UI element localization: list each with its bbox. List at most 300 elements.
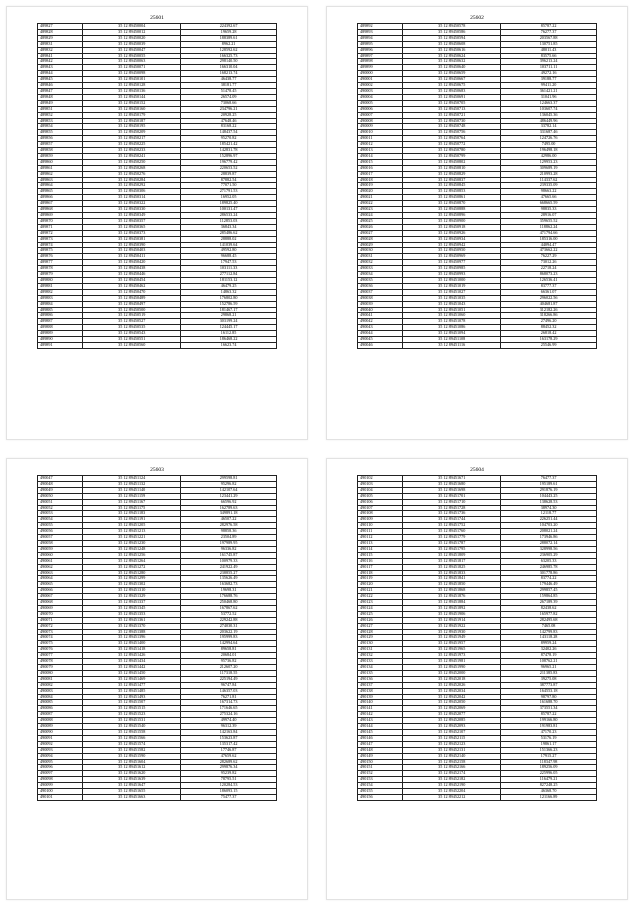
row-number-cell: 489895 bbox=[358, 41, 403, 47]
account-code-cell: 35 12 89452182 bbox=[403, 777, 501, 783]
account-code-cell: 35 12 89450756 bbox=[403, 130, 501, 136]
row-number-cell: 490115 bbox=[358, 552, 403, 558]
amount-cell: 38974.30 bbox=[501, 505, 597, 511]
account-code-cell: 35 12 89450063 bbox=[83, 59, 181, 65]
amount-cell: 29868.21 bbox=[181, 313, 277, 319]
row-number-cell: 489879 bbox=[38, 272, 83, 278]
account-code-cell: 35 12 89452026 bbox=[403, 682, 501, 688]
amount-cell: 473662.22 bbox=[501, 248, 597, 254]
account-code-cell: 35 12 89450381 bbox=[83, 236, 181, 242]
account-code-cell: 35 12 89451450 bbox=[83, 670, 181, 676]
account-code-cell: 35 12 89451280 bbox=[83, 570, 181, 576]
amount-cell: 47659.62 bbox=[181, 753, 277, 759]
account-code-cell: 35 12 89450730 bbox=[403, 118, 501, 124]
account-code-cell: 35 12 89451698 bbox=[403, 487, 501, 493]
row-number-cell: 490053 bbox=[38, 511, 83, 517]
row-number-cell: 490033 bbox=[358, 266, 403, 272]
row-number-cell: 490065 bbox=[38, 582, 83, 588]
row-number-cell: 490063 bbox=[38, 570, 83, 576]
account-code-cell: 35 12 89451639 bbox=[83, 777, 181, 783]
amount-cell: 76277.37 bbox=[501, 29, 597, 35]
account-code-cell: 35 12 89451728 bbox=[403, 505, 501, 511]
account-code-cell: 35 12 89451515 bbox=[83, 706, 181, 712]
row-number-cell: 490022 bbox=[358, 201, 403, 207]
account-code-cell: 35 12 89451701 bbox=[403, 493, 501, 499]
amount-cell: 197989.95 bbox=[181, 540, 277, 546]
row-number-cell: 490039 bbox=[358, 301, 403, 307]
amount-cell: 103111.33 bbox=[181, 266, 277, 272]
account-code-cell: 35 12 89450578 bbox=[403, 24, 501, 30]
amount-cell: 188389.61 bbox=[181, 35, 277, 41]
amount-cell: 291876.19 bbox=[501, 487, 597, 493]
row-number-cell: 490012 bbox=[358, 142, 403, 148]
amount-cell: 38181.77 bbox=[181, 83, 277, 89]
account-code-cell: 35 12 89450403 bbox=[83, 248, 181, 254]
account-code-cell: 35 12 89450411 bbox=[83, 254, 181, 260]
amount-cell: 25546.99 bbox=[501, 342, 597, 348]
amount-cell: 99411.20 bbox=[501, 83, 597, 89]
account-code-cell: 35 12 89450438 bbox=[83, 266, 181, 272]
amount-cell: 359655.52 bbox=[501, 218, 597, 224]
account-code-cell: 35 12 89451612 bbox=[83, 765, 181, 771]
row-number-cell: 490080 bbox=[38, 670, 83, 676]
account-code-cell: 35 12 89450071 bbox=[83, 65, 181, 71]
row-number-cell: 490084 bbox=[38, 694, 83, 700]
account-code-cell: 35 12 89450136 bbox=[83, 88, 181, 94]
account-code-cell: 35 12 89451302 bbox=[83, 582, 181, 588]
row-number-cell: 489852 bbox=[38, 112, 83, 118]
amount-cell: 89658.81 bbox=[181, 647, 277, 653]
amount-cell: 181467.17 bbox=[181, 307, 277, 313]
row-number-cell: 490021 bbox=[358, 195, 403, 201]
account-code-cell: 35 12 89450810 bbox=[403, 165, 501, 171]
account-code-cell: 35 12 89450365 bbox=[83, 224, 181, 230]
account-code-cell: 35 12 89450462 bbox=[83, 283, 181, 289]
row-number-cell: 490014 bbox=[358, 153, 403, 159]
page-4 bbox=[326, 458, 628, 900]
amount-cell: 246985.78 bbox=[501, 564, 597, 570]
account-code-cell: 35 12 89450098 bbox=[83, 71, 181, 77]
amount-cell: 195999.83 bbox=[181, 635, 277, 641]
amount-cell: 298140.50 bbox=[181, 59, 277, 65]
row-number-cell: 490074 bbox=[38, 635, 83, 641]
row-number-cell: 489870 bbox=[38, 218, 83, 224]
row-number-cell: 490016 bbox=[358, 165, 403, 171]
row-number-cell: 489847 bbox=[38, 88, 83, 94]
row-number-cell: 489832 bbox=[38, 47, 83, 53]
account-code-cell: 35 12 89451060 bbox=[403, 313, 501, 319]
amount-cell: 118862.24 bbox=[501, 224, 597, 230]
account-code-cell: 35 12 89451850 bbox=[403, 582, 501, 588]
amount-cell: 361421.21 bbox=[501, 88, 597, 94]
row-number-cell: 489882 bbox=[38, 289, 83, 295]
amount-cell: 32402.26 bbox=[501, 647, 597, 653]
account-code-cell: 35 12 89451680 bbox=[403, 481, 501, 487]
amount-cell: 48011.43 bbox=[501, 47, 597, 53]
amount-cell: 168213.74 bbox=[181, 71, 277, 77]
row-number-cell: 489869 bbox=[38, 213, 83, 219]
account-code-cell: 35 12 89450624 bbox=[403, 53, 501, 59]
account-code-cell: 35 12 89451965 bbox=[403, 647, 501, 653]
amount-cell: 100979.33 bbox=[181, 558, 277, 564]
row-number-cell: 490101 bbox=[38, 794, 83, 800]
amount-cell: 165977.82 bbox=[501, 611, 597, 617]
row-number-cell: 489844 bbox=[38, 71, 83, 77]
row-number-cell: 490078 bbox=[38, 659, 83, 665]
row-number-cell: 489859 bbox=[38, 153, 83, 159]
account-code-cell: 35 12 89451124 bbox=[83, 476, 181, 482]
amount-cell: 128592.62 bbox=[181, 47, 277, 53]
amount-cell: 309689.19 bbox=[501, 165, 597, 171]
amount-cell: 49592.80 bbox=[181, 248, 277, 254]
row-number-cell: 489867 bbox=[38, 201, 83, 207]
amount-cell: 46368.70 bbox=[501, 789, 597, 795]
account-code-cell: 35 12 89451477 bbox=[83, 682, 181, 688]
row-number-cell: 490057 bbox=[38, 535, 83, 541]
amount-cell: 286533.24 bbox=[181, 213, 277, 219]
amount-cell: 282976.58 bbox=[181, 523, 277, 529]
account-code-cell: 35 12 89450802 bbox=[403, 159, 501, 165]
account-code-cell: 35 12 89450853 bbox=[403, 189, 501, 195]
row-number-cell: 490089 bbox=[38, 724, 83, 730]
amount-cell: 76477.37 bbox=[501, 476, 597, 482]
account-code-cell: 35 12 89450020 bbox=[83, 35, 181, 41]
account-code-cell: 35 12 89450926 bbox=[403, 230, 501, 236]
amount-cell: 296022.56 bbox=[501, 295, 597, 301]
row-number-cell: 489849 bbox=[38, 100, 83, 106]
row-number-cell: 490061 bbox=[38, 558, 83, 564]
row-number-cell: 490131 bbox=[358, 647, 403, 653]
amount-cell: 96312.39 bbox=[181, 724, 277, 730]
account-code-cell: 35 12 89450276 bbox=[83, 171, 181, 177]
account-code-cell: 35 12 89452140 bbox=[403, 753, 501, 759]
account-code-cell: 35 12 89452042 bbox=[403, 694, 501, 700]
amount-cell: 78795.51 bbox=[181, 777, 277, 783]
table-row bbox=[38, 342, 277, 348]
row-number-cell: 489889 bbox=[38, 331, 83, 337]
amount-cell: 267189.39 bbox=[501, 600, 597, 606]
amount-cell: 17947.53 bbox=[181, 260, 277, 266]
account-code-cell: 35 12 89452107 bbox=[403, 729, 501, 735]
row-number-cell: 490112 bbox=[358, 535, 403, 541]
account-code-cell: 35 12 89451523 bbox=[83, 712, 181, 718]
account-code-cell: 35 12 89451043 bbox=[403, 301, 501, 307]
row-number-cell: 490146 bbox=[358, 735, 403, 741]
amount-cell: 299598.81 bbox=[181, 476, 277, 482]
account-code-cell: 35 12 89450179 bbox=[83, 112, 181, 118]
account-code-cell: 35 12 89451787 bbox=[403, 540, 501, 546]
account-code-cell: 35 12 89451132 bbox=[83, 481, 181, 487]
row-number-cell: 490117 bbox=[358, 564, 403, 570]
account-code-cell: 35 12 89450721 bbox=[403, 112, 501, 118]
account-code-cell: 35 12 89451795 bbox=[403, 546, 501, 552]
account-code-cell: 35 12 89450691 bbox=[403, 94, 501, 100]
amount-cell: 195189.61 bbox=[501, 481, 597, 487]
account-code-cell: 35 12 89451159 bbox=[83, 493, 181, 499]
row-number-cell: 490096 bbox=[38, 765, 83, 771]
data-table bbox=[37, 475, 277, 801]
account-code-cell: 35 12 89450195 bbox=[83, 124, 181, 130]
row-number-cell: 489863 bbox=[38, 177, 83, 183]
row-number-cell: 490051 bbox=[38, 499, 83, 505]
amount-cell: 142107.64 bbox=[181, 487, 277, 493]
amount-cell: 868073.23 bbox=[501, 272, 597, 278]
amount-cell: 135317.42 bbox=[181, 741, 277, 747]
row-number-cell: 490010 bbox=[358, 130, 403, 136]
amount-cell: 82438.62 bbox=[501, 605, 597, 611]
amount-cell: 118347.98 bbox=[501, 759, 597, 765]
amount-cell: 138628.53 bbox=[501, 499, 597, 505]
amount-cell: 152896.97 bbox=[181, 153, 277, 159]
account-code-cell: 35 12 89450250 bbox=[83, 159, 181, 165]
amount-cell: 234796.21 bbox=[181, 106, 277, 112]
row-number-cell: 490116 bbox=[358, 558, 403, 564]
row-number-cell: 489875 bbox=[38, 248, 83, 254]
row-number-cell: 490013 bbox=[358, 148, 403, 154]
account-code-cell: 35 12 89451779 bbox=[403, 535, 501, 541]
page-title: 25602 bbox=[470, 15, 484, 21]
page-3 bbox=[6, 458, 308, 900]
account-code-cell: 35 12 89450659 bbox=[403, 71, 501, 77]
account-code-cell: 35 12 89452077 bbox=[403, 712, 501, 718]
row-number-cell: 490092 bbox=[38, 741, 83, 747]
row-number-cell: 490049 bbox=[38, 487, 83, 493]
account-code-cell: 35 12 89450101 bbox=[83, 77, 181, 83]
amount-cell: 277112.84 bbox=[181, 272, 277, 278]
amount-cell: 349891.18 bbox=[181, 511, 277, 517]
row-number-cell: 490070 bbox=[38, 611, 83, 617]
row-number-cell: 490066 bbox=[38, 588, 83, 594]
row-number-cell: 490137 bbox=[358, 682, 403, 688]
row-number-cell: 490105 bbox=[358, 493, 403, 499]
account-code-cell: 35 12 89450233 bbox=[83, 148, 181, 154]
amount-cell: 14863.32 bbox=[181, 289, 277, 295]
row-number-cell: 490151 bbox=[358, 765, 403, 771]
row-number-cell: 490029 bbox=[358, 242, 403, 248]
row-number-cell: 490133 bbox=[358, 659, 403, 665]
amount-cell: 46438.77 bbox=[181, 77, 277, 83]
amount-cell: 373551.34 bbox=[501, 706, 597, 712]
amount-cell: 112853.03 bbox=[181, 218, 277, 224]
account-code-cell: 35 12 89450535 bbox=[83, 325, 181, 331]
amount-cell: 161745.87 bbox=[181, 552, 277, 558]
row-number-cell: 490106 bbox=[358, 499, 403, 505]
account-code-cell: 35 12 89451175 bbox=[83, 505, 181, 511]
account-code-cell: 35 12 89450306 bbox=[83, 189, 181, 195]
row-number-cell: 490126 bbox=[358, 617, 403, 623]
row-number-cell: 490150 bbox=[358, 759, 403, 765]
amount-cell: 16952.05 bbox=[181, 195, 277, 201]
row-number-cell: 489854 bbox=[38, 124, 83, 130]
amount-cell: 26818.42 bbox=[501, 331, 597, 337]
account-code-cell: 35 12 89451183 bbox=[83, 511, 181, 517]
amount-cell: 28888.02 bbox=[181, 236, 277, 242]
row-number-cell: 490028 bbox=[358, 236, 403, 242]
amount-cell: 95270.82 bbox=[181, 136, 277, 142]
row-number-cell: 490086 bbox=[38, 706, 83, 712]
amount-cell: 224392.67 bbox=[181, 24, 277, 30]
account-code-cell: 35 12 89450454 bbox=[83, 277, 181, 283]
row-number-cell: 490059 bbox=[38, 546, 83, 552]
row-number-cell: 489831 bbox=[38, 41, 83, 47]
row-number-cell: 489853 bbox=[38, 118, 83, 124]
account-code-cell: 35 12 89450446 bbox=[83, 272, 181, 278]
account-code-cell: 35 12 89451361 bbox=[83, 617, 181, 623]
row-number-cell: 490036 bbox=[358, 283, 403, 289]
table-row bbox=[358, 342, 597, 348]
amount-cell: 98663.22 bbox=[501, 189, 597, 195]
account-code-cell: 35 12 89451922 bbox=[403, 623, 501, 629]
row-number-cell: 490149 bbox=[358, 753, 403, 759]
amount-cell: 171646.65 bbox=[181, 706, 277, 712]
account-code-cell: 35 12 89451213 bbox=[83, 529, 181, 535]
account-code-cell: 35 12 89450594 bbox=[403, 35, 501, 41]
row-number-cell: 490123 bbox=[358, 600, 403, 606]
amount-cell: 191983.81 bbox=[501, 724, 597, 730]
amount-cell: 26574.09 bbox=[181, 94, 277, 100]
amount-cell: 83575.66 bbox=[501, 53, 597, 59]
amount-cell: 96965.21 bbox=[501, 665, 597, 671]
amount-cell: 211385.83 bbox=[501, 670, 597, 676]
row-number-cell: 490030 bbox=[358, 248, 403, 254]
row-number-cell: 489883 bbox=[38, 295, 83, 301]
row-number-cell: 489896 bbox=[358, 47, 403, 53]
row-number-cell: 490148 bbox=[358, 747, 403, 753]
account-code-cell: 35 12 89450918 bbox=[403, 224, 501, 230]
account-code-cell: 35 12 89451744 bbox=[403, 517, 501, 523]
row-number-cell: 490120 bbox=[358, 582, 403, 588]
account-code-cell: 35 12 89451841 bbox=[403, 576, 501, 582]
amount-cell: 46479.25 bbox=[181, 283, 277, 289]
row-number-cell: 490060 bbox=[38, 552, 83, 558]
row-number-cell: 490005 bbox=[358, 100, 403, 106]
account-code-cell: 35 12 89450470 bbox=[83, 289, 181, 295]
account-code-cell: 35 12 89450390 bbox=[83, 242, 181, 248]
account-code-cell: 35 12 89450870 bbox=[403, 201, 501, 207]
page-title: 25604 bbox=[470, 467, 484, 473]
row-number-cell: 489845 bbox=[38, 77, 83, 83]
amount-cell: 89959.24 bbox=[501, 641, 597, 647]
row-number-cell: 490020 bbox=[358, 189, 403, 195]
account-code-cell: 35 12 89450837 bbox=[403, 177, 501, 183]
account-code-cell: 35 12 89452174 bbox=[403, 771, 501, 777]
account-code-cell: 35 12 89451604 bbox=[83, 759, 181, 765]
amount-cell: 151366.23 bbox=[501, 747, 597, 753]
row-number-cell: 490107 bbox=[358, 505, 403, 511]
amount-cell: 76227.29 bbox=[501, 254, 597, 260]
amount-cell: 85787.22 bbox=[501, 712, 597, 718]
row-number-cell: 490087 bbox=[38, 712, 83, 718]
account-code-cell: 35 12 89451884 bbox=[403, 600, 501, 606]
amount-cell: 229242.88 bbox=[181, 617, 277, 623]
account-code-cell: 35 12 89451752 bbox=[403, 523, 501, 529]
account-code-cell: 35 12 89450322 bbox=[83, 201, 181, 207]
account-code-cell: 35 12 89451094 bbox=[403, 331, 501, 337]
account-code-cell: 35 12 89451337 bbox=[83, 600, 181, 606]
row-number-cell: 489866 bbox=[38, 195, 83, 201]
row-number-cell: 490134 bbox=[358, 665, 403, 671]
account-code-cell: 35 12 89451558 bbox=[83, 729, 181, 735]
row-number-cell: 489858 bbox=[38, 148, 83, 154]
amount-cell: 19659.28 bbox=[181, 29, 277, 35]
account-code-cell: 35 12 89450969 bbox=[403, 254, 501, 260]
account-code-cell: 35 12 89451442 bbox=[83, 665, 181, 671]
row-number-cell: 490040 bbox=[358, 307, 403, 313]
row-number-cell: 489884 bbox=[38, 301, 83, 307]
account-code-cell: 35 12 89450675 bbox=[403, 83, 501, 89]
row-number-cell: 490108 bbox=[358, 511, 403, 517]
account-code-cell: 35 12 89452212 bbox=[403, 794, 501, 800]
amount-cell: 271791.53 bbox=[181, 189, 277, 195]
row-number-cell: 489851 bbox=[38, 106, 83, 112]
account-code-cell: 35 12 89452069 bbox=[403, 706, 501, 712]
amount-cell: 203567.88 bbox=[501, 35, 597, 41]
account-code-cell: 35 12 89451205 bbox=[83, 523, 181, 529]
amount-cell: 185421.42 bbox=[181, 142, 277, 148]
account-code-cell: 35 12 89450896 bbox=[403, 213, 501, 219]
row-number-cell: 489861 bbox=[38, 165, 83, 171]
table-row bbox=[358, 794, 597, 800]
amount-cell: 189825.40 bbox=[181, 201, 277, 207]
amount-cell: 241922.49 bbox=[181, 564, 277, 570]
account-code-cell: 35 12 89452000 bbox=[403, 670, 501, 676]
amount-cell: 167314.73 bbox=[181, 700, 277, 706]
account-code-cell: 35 12 89450543 bbox=[83, 331, 181, 337]
row-number-cell: 490077 bbox=[38, 653, 83, 659]
row-number-cell: 490099 bbox=[38, 783, 83, 789]
amount-cell: 166325.73 bbox=[181, 53, 277, 59]
amount-cell: 63205.33 bbox=[501, 558, 597, 564]
row-number-cell: 490154 bbox=[358, 783, 403, 789]
amount-cell: 189256.09 bbox=[501, 765, 597, 771]
account-code-cell: 35 12 89451620 bbox=[83, 771, 181, 777]
row-number-cell: 490024 bbox=[358, 213, 403, 219]
amount-cell: 141039.64 bbox=[181, 242, 277, 248]
amount-cell: 117318.55 bbox=[181, 670, 277, 676]
amount-cell: 103711.11 bbox=[501, 65, 597, 71]
row-number-cell: 490085 bbox=[38, 700, 83, 706]
account-code-cell: 35 12 89450160 bbox=[83, 106, 181, 112]
account-code-cell: 35 12 89451116 bbox=[403, 342, 501, 348]
row-number-cell: 490003 bbox=[358, 88, 403, 94]
account-code-cell: 35 12 89451957 bbox=[403, 641, 501, 647]
row-number-cell: 490088 bbox=[38, 718, 83, 724]
row-number-cell: 489886 bbox=[38, 313, 83, 319]
row-number-cell: 490114 bbox=[358, 546, 403, 552]
account-code-cell: 35 12 89450942 bbox=[403, 242, 501, 248]
row-number-cell: 490018 bbox=[358, 177, 403, 183]
amount-cell: 176802.80 bbox=[181, 295, 277, 301]
amount-cell: 199166.80 bbox=[501, 718, 597, 724]
amount-cell: 166310.04 bbox=[181, 65, 277, 71]
row-number-cell: 489841 bbox=[38, 53, 83, 59]
row-number-cell: 489848 bbox=[38, 94, 83, 100]
row-number-cell: 490032 bbox=[358, 260, 403, 266]
amount-cell: 129953.23 bbox=[501, 159, 597, 165]
account-code-cell: 35 12 89451930 bbox=[403, 629, 501, 635]
row-number-cell: 490064 bbox=[38, 576, 83, 582]
amount-cell: 238855.27 bbox=[181, 570, 277, 576]
account-code-cell: 35 12 89450683 bbox=[403, 88, 501, 94]
row-number-cell: 490075 bbox=[38, 641, 83, 647]
row-number-cell: 490098 bbox=[38, 777, 83, 783]
amount-cell: 124445.17 bbox=[181, 325, 277, 331]
amount-cell: 95736.82 bbox=[181, 659, 277, 665]
account-code-cell: 35 12 89452085 bbox=[403, 718, 501, 724]
amount-cell: 142163.84 bbox=[181, 729, 277, 735]
amount-cell: 220653.52 bbox=[181, 165, 277, 171]
row-number-cell: 490121 bbox=[358, 588, 403, 594]
